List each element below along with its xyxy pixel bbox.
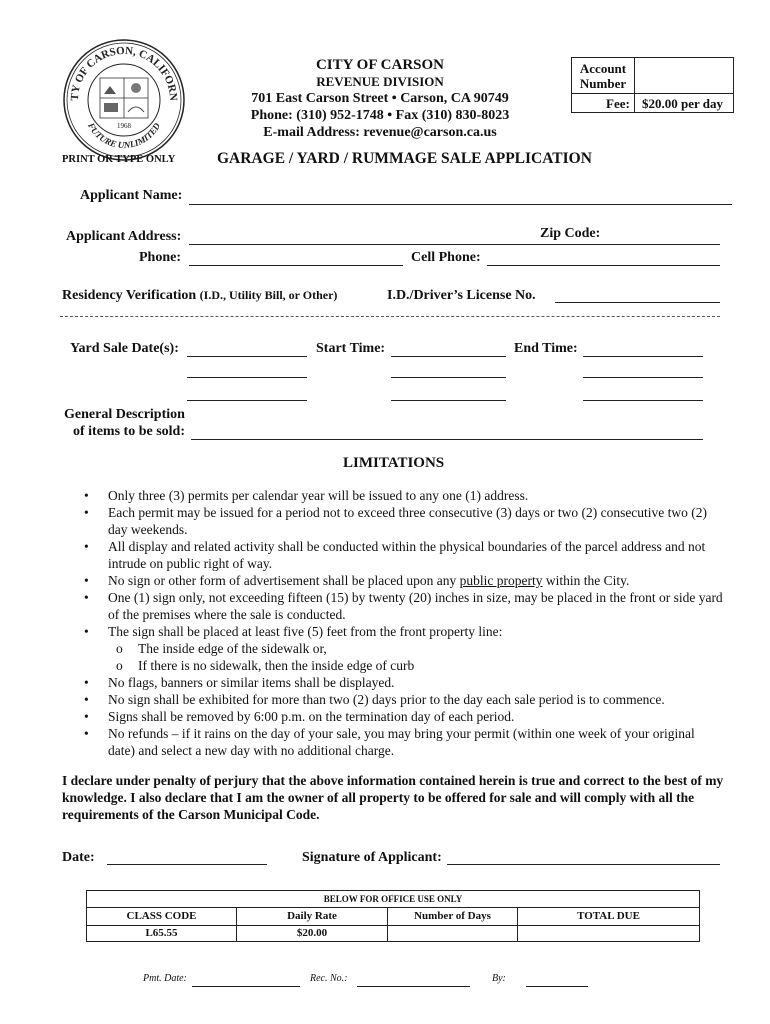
- applicant-address-field[interactable]: [189, 244, 720, 245]
- rec-no-label: Rec. No.:: [310, 973, 348, 984]
- bullet-icon: •: [84, 590, 89, 605]
- id-license-label: I.D./Driver’s License No.: [387, 288, 536, 303]
- residency-label: [62, 288, 337, 304]
- account-number-label: Account Number: [579, 61, 627, 91]
- bullet-icon: •: [84, 505, 89, 520]
- number-of-days-header: Number of Days: [414, 910, 491, 922]
- by-label: By:: [492, 973, 506, 984]
- end-time-field-3[interactable]: [583, 400, 703, 401]
- phone-label: Phone:: [139, 250, 181, 265]
- by-field[interactable]: [526, 986, 588, 987]
- pmt-date-label: Pmt. Date:: [143, 973, 187, 984]
- list-item: • No sign shall be exhibited for more than two (2) days prior to the day each sale period is to commence.: [84, 692, 665, 707]
- sale-date-field-2[interactable]: [187, 377, 307, 378]
- list-item: • Each permit may be issued for a period not to exceed three consecutive (3) days or two (2) consecutive two (2) day weekends.: [84, 505, 708, 537]
- limitations-list: [84, 487, 724, 759]
- bullet-icon: •: [84, 539, 89, 554]
- start-time-label: Start Time:: [316, 341, 386, 356]
- phone-fax: Phone: (310) 952-1748 • Fax (310) 830-8023: [250, 108, 510, 123]
- start-time-field-3[interactable]: [391, 400, 506, 401]
- applicant-name-field[interactable]: [189, 204, 732, 205]
- seal-bottom-text: FUTURE UNLIMITED: [85, 121, 163, 151]
- rec-no-field[interactable]: [357, 986, 470, 987]
- city-name: CITY OF CARSON: [315, 57, 445, 73]
- start-time-field-1[interactable]: [391, 356, 506, 357]
- print-note: PRINT OR TYPE ONLY: [62, 154, 176, 165]
- description-label-2: of items to be sold:: [73, 424, 185, 439]
- bullet-icon: •: [84, 709, 89, 724]
- residency-label-text: Residency Verification: [62, 288, 197, 303]
- list-item: • Only three (3) permits per calendar year will be issued to any one (1) address.: [84, 488, 529, 503]
- list-item: • No refunds – if it rains on the day of your sale, you may bring your permit (within one week of your original date) and select a new day with no additional charge.: [84, 726, 695, 758]
- description-field[interactable]: [191, 439, 703, 440]
- seal-year: 1968: [117, 122, 131, 130]
- svg-text:CITY OF CARSON, CALIFORNIA: [62, 38, 179, 101]
- residency-note: (I.D., Utility Bill, or Other): [199, 288, 338, 302]
- email-address: E-mail Address: revenue@carson.ca.us: [263, 125, 497, 140]
- bullet-icon: •: [84, 692, 89, 707]
- daily-rate-header: Daily Rate: [287, 910, 337, 922]
- total-due-header: TOTAL DUE: [577, 910, 640, 922]
- sale-dates-label: Yard Sale Date(s):: [70, 341, 179, 356]
- division-name: REVENUE DIVISION: [316, 74, 444, 89]
- limitations-title: LIMITATIONS: [343, 455, 445, 471]
- cell-phone-field[interactable]: [487, 265, 720, 266]
- total-due-field[interactable]: [518, 927, 699, 941]
- end-time-field-2[interactable]: [583, 377, 703, 378]
- bullet-icon: •: [84, 675, 89, 690]
- sale-date-field-3[interactable]: [187, 400, 307, 401]
- list-sub-item: o If there is no sidewalk, then the inside edge of curb: [116, 658, 415, 673]
- number-of-days-field[interactable]: [388, 927, 517, 941]
- start-time-field-2[interactable]: [391, 377, 506, 378]
- bullet-icon: •: [84, 624, 89, 639]
- id-license-field[interactable]: [555, 302, 720, 303]
- end-time-field-1[interactable]: [583, 356, 703, 357]
- end-time-label: End Time:: [514, 341, 578, 356]
- bullet-icon: •: [84, 488, 89, 503]
- date-label: Date:: [62, 850, 95, 865]
- office-use-table: [86, 890, 700, 942]
- description-label-1: General Description: [64, 407, 185, 422]
- fee-label: Fee:: [606, 96, 630, 111]
- sale-date-field-1[interactable]: [187, 356, 307, 357]
- daily-rate-value: $20.00: [296, 927, 328, 939]
- applicant-name-label: Applicant Name:: [80, 188, 183, 203]
- bullet-icon: •: [84, 573, 89, 588]
- account-number-field[interactable]: [635, 58, 733, 93]
- list-item: • No flags, banners or similar items shall be displayed.: [84, 675, 395, 690]
- zip-code-label: Zip Code:: [540, 226, 601, 241]
- list-item: • One (1) sign only, not exceeding fifteen (15) by twenty (20) inches in size, may be placed in the front or side yard of the premises where the sale is conducted.: [84, 590, 723, 622]
- declaration: I declare under penalty of perjury that the above information contained herein is true and correct to the best of my knowledge. I also declare that I am the owner of all property to be offered for sale and will comply with all the requirements of the Carson Municipal Code.: [62, 773, 724, 822]
- public-property-link: public property: [459, 573, 543, 588]
- list-item: • All display and related activity shall be conducted within the physical boundaries of the parcel address and not intrude on public right of way.: [84, 539, 706, 571]
- applicant-address-label: Applicant Address:: [66, 229, 182, 244]
- form-title: GARAGE / YARD / RUMMAGE SALE APPLICATION: [217, 150, 592, 167]
- divider: [60, 316, 720, 317]
- circle-bullet-icon: o: [116, 658, 123, 673]
- list-sub-item: o The inside edge of the sidewalk or,: [116, 641, 327, 656]
- list-item: • No sign or other form of advertisement shall be placed upon any public property within the City.: [84, 573, 630, 588]
- account-box: [571, 57, 734, 113]
- pmt-date-field[interactable]: [192, 986, 300, 987]
- fee-value: $20.00 per day: [642, 96, 724, 111]
- seal-top-text: TY OF CARSON, CALIFORN: [68, 44, 180, 102]
- circle-bullet-icon: o: [116, 641, 123, 656]
- signature-field[interactable]: [447, 864, 720, 865]
- phone-field[interactable]: [189, 265, 403, 266]
- class-code-header: CLASS CODE: [126, 910, 197, 922]
- date-field[interactable]: [107, 864, 267, 865]
- city-address: 701 East Carson Street • Carson, CA 90749: [251, 91, 509, 106]
- bullet-icon: •: [84, 726, 89, 741]
- cell-phone-label: Cell Phone:: [411, 250, 481, 265]
- list-item: • The sign shall be placed at least five (5) feet from the front property line:: [84, 624, 503, 639]
- list-item: • Signs shall be removed by 6:00 p.m. on the termination day of each period.: [84, 709, 515, 724]
- class-code-value: L65.55: [145, 927, 178, 939]
- signature-label: Signature of Applicant:: [302, 850, 442, 865]
- city-seal: [62, 38, 186, 162]
- office-use-title: BELOW FOR OFFICE USE ONLY: [323, 894, 463, 904]
